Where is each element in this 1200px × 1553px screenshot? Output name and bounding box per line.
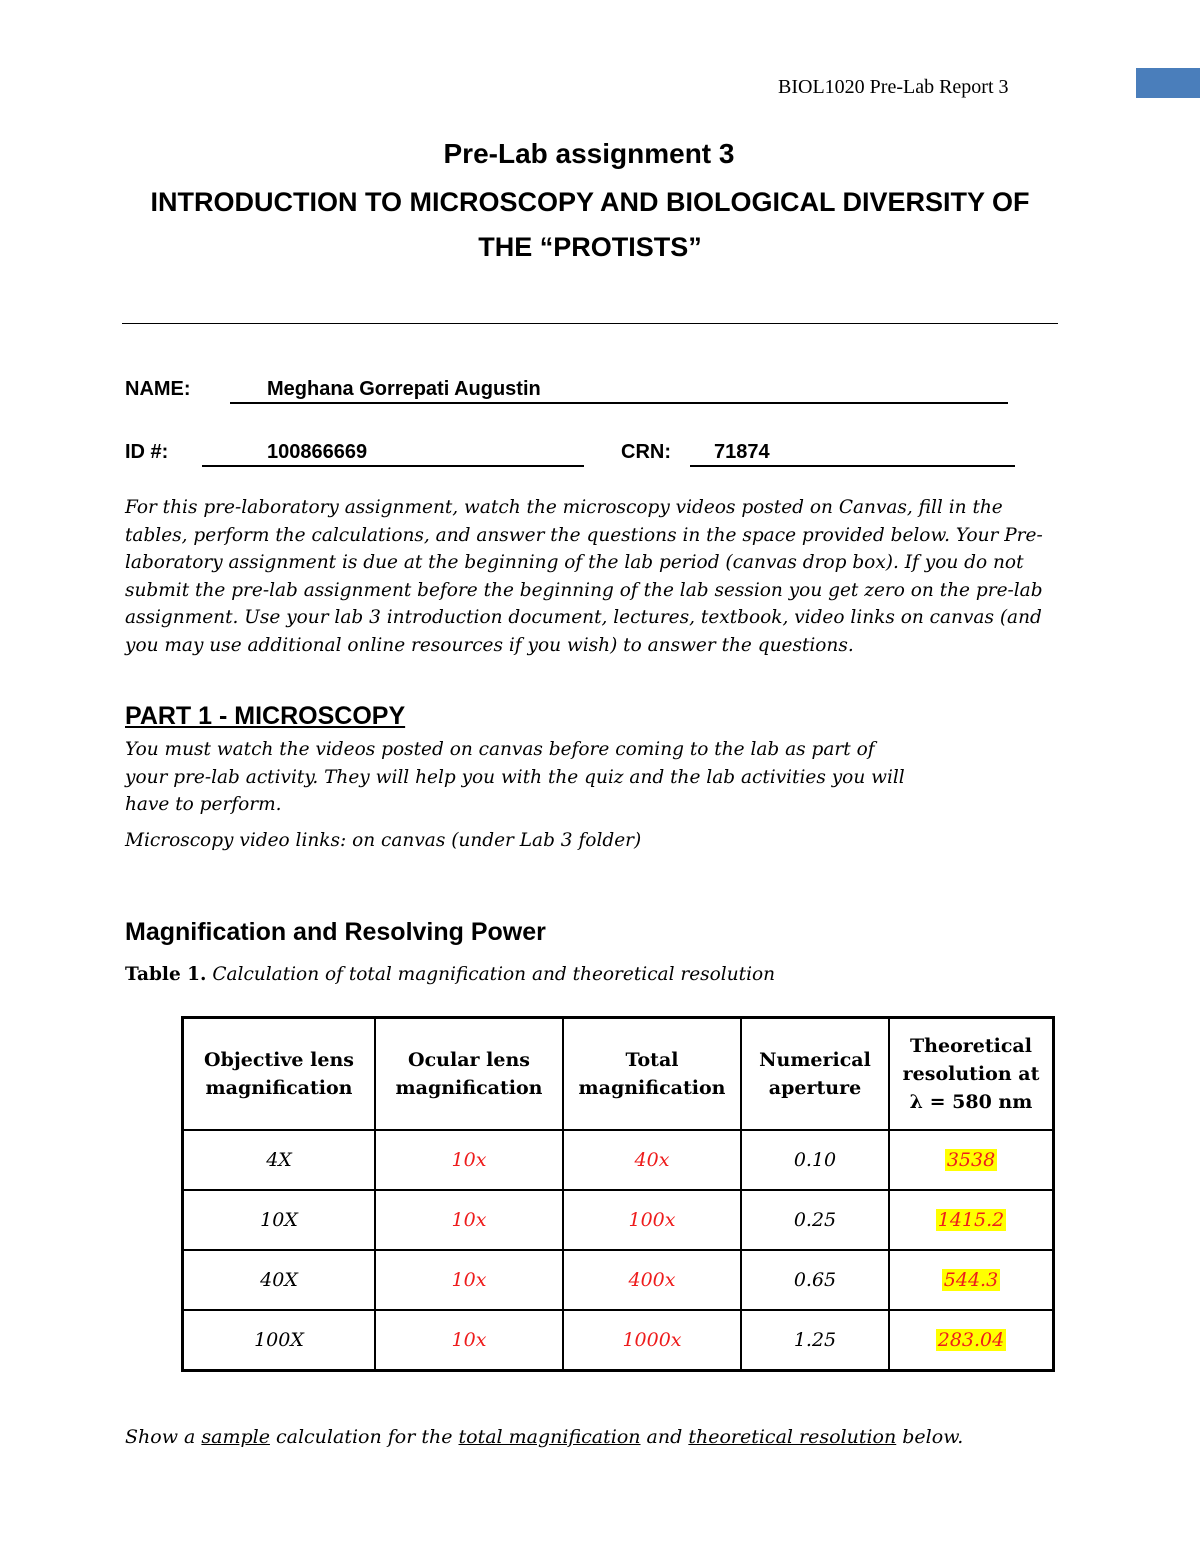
instructions-paragraph: For this pre-laboratory assignment, watch the microscopy videos posted on Canvas, fill in the tables, perform the calculations, and answer the questions in the space provided below. Your Pre-laboratory assignment is due at the beginning of the lab period (canvas drop box). If you do not submit the pre-lab assignment before the beginning of the lab session you get zero on the pre-lab assignment. Use your lab 3 introduction document, lectures, textbook, video links on canvas (and you may use additional online resources if you wish) to answer the questions. [125,497,1043,656]
name-field [230,378,1008,404]
id-field [202,441,584,467]
aperture-cell: 0.25 [741,1190,889,1250]
resolution-cell [889,1250,1054,1310]
running-header: BIOL1020 Pre-Lab Report 3 [778,76,1009,98]
prompt-underlined: total magnification [458,1426,641,1448]
table-header-row [183,1018,1054,1131]
header-resolution: Theoretical resolution at λ = 580 nm [889,1018,1054,1131]
table-row [183,1250,1054,1310]
total-cell: 100x [563,1190,741,1250]
aperture-cell: 1.25 [741,1310,889,1371]
resolution-cell [889,1190,1054,1250]
header-ocular: Ocular lens magnification [375,1018,563,1131]
name-label: NAME: [125,378,191,400]
header-total: Total magnification [563,1018,741,1131]
page-title: Pre-Lab assignment 3 [443,138,735,169]
objective-cell: 100X [183,1310,376,1371]
prompt-text: below. [896,1426,964,1448]
total-cell: 40x [563,1130,741,1190]
total-cell: 400x [563,1250,741,1310]
objective-cell: 10X [183,1190,376,1250]
ocular-cell: 10x [375,1310,563,1371]
aperture-cell: 0.10 [741,1130,889,1190]
table-row [183,1310,1054,1371]
magnification-table [181,1016,1055,1372]
header-aperture: Numerical aperture [741,1018,889,1131]
table-caption-text: Calculation of total magnification and theoretical resolution [212,964,776,985]
crn-value: 71874 [714,441,770,463]
crn-field [690,441,1015,467]
ocular-cell: 10x [375,1250,563,1310]
resolution-cell [889,1130,1054,1190]
sample-calculation-prompt [125,1426,963,1448]
resolution-value: 544.3 [943,1269,999,1291]
objective-cell: 40X [183,1250,376,1310]
prompt-text: calculation for the [269,1426,459,1448]
name-value: Meghana Gorrepati Augustin [267,378,541,400]
ocular-cell: 10x [375,1130,563,1190]
resolution-value: 283.04 [937,1329,1005,1351]
part1-heading: PART 1 - MICROSCOPY [125,702,406,730]
table-row [183,1130,1054,1190]
resolution-value: 3538 [946,1149,996,1171]
objective-cell: 4X [183,1130,376,1190]
table-label: Table 1. [125,964,207,985]
page-edge-tab [1136,68,1200,98]
total-cell: 1000x [563,1310,741,1371]
aperture-cell: 0.65 [741,1250,889,1310]
ocular-cell: 10x [375,1190,563,1250]
prompt-underlined: sample [201,1426,270,1448]
id-label: ID #: [125,441,169,463]
section-heading: Magnification and Resolving Power [125,918,546,946]
prompt-underlined: theoretical resolution [688,1426,897,1448]
table-row [183,1190,1054,1250]
prompt-text: and [640,1426,689,1448]
video-links-text: Microscopy video links: on canvas (under Lab 3 folder) [125,830,642,851]
id-value: 100866669 [267,441,368,463]
resolution-value: 1415.2 [937,1209,1005,1231]
resolution-cell [889,1310,1054,1371]
crn-label: CRN: [621,441,671,463]
table-caption [125,964,775,985]
watch-videos-text: You must watch the videos posted on canvas before coming to the lab as part of your pre-lab activity. They will help you with the quiz and the lab activities you will have to perform. [125,739,905,815]
divider [122,323,1058,324]
header-objective: Objective lens magnification [183,1018,376,1131]
prompt-text: Show a [125,1426,202,1448]
page-subtitle: INTRODUCTION TO MICROSCOPY AND BIOLOGICAL DIVERSITY OF THE “PROTISTS” [150,187,1030,262]
